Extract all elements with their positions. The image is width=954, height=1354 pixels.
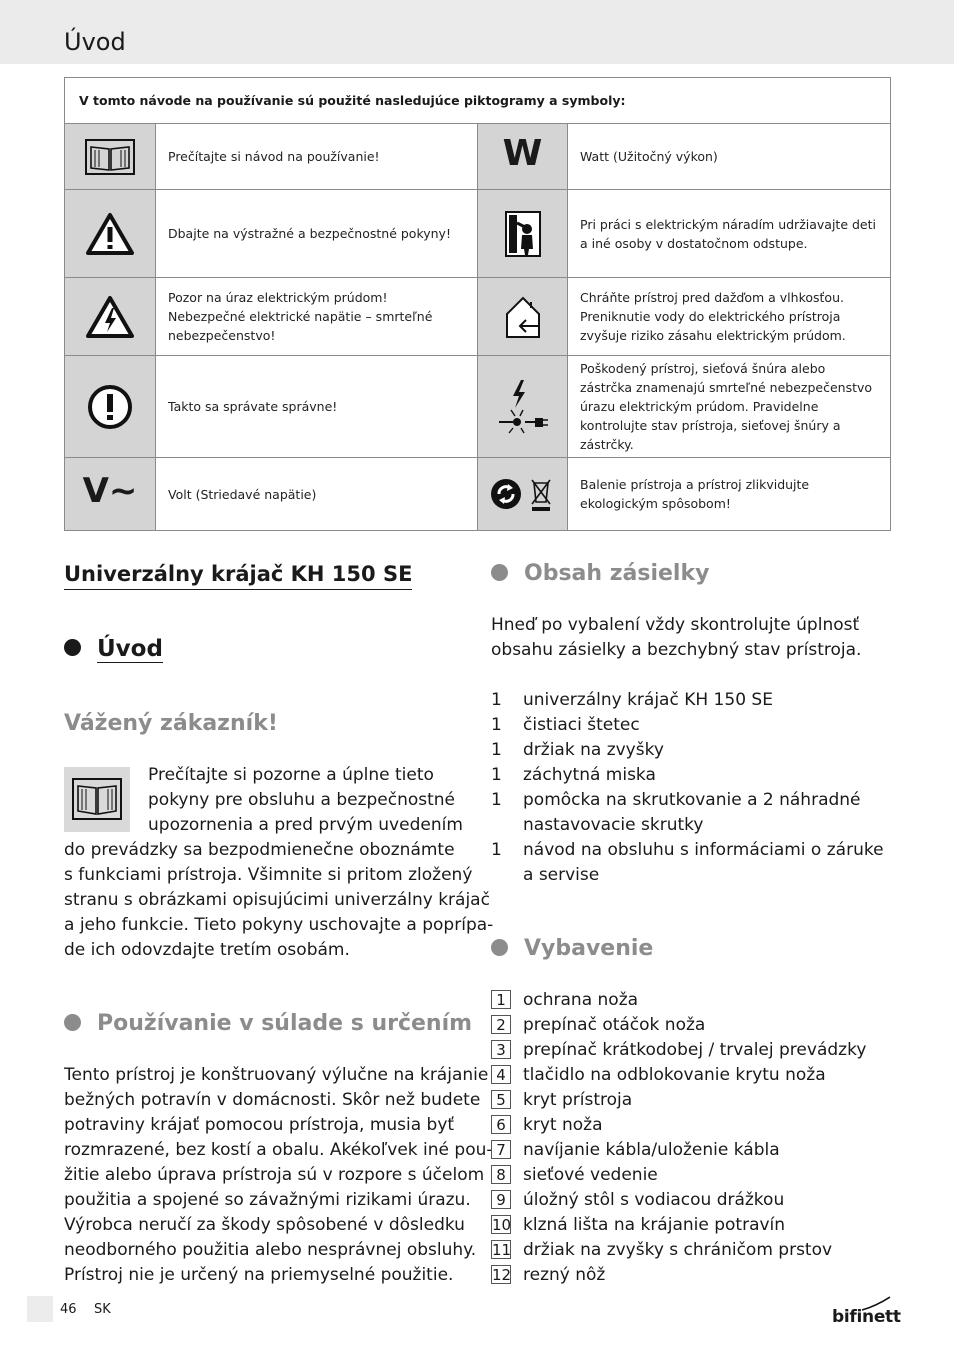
header-band	[0, 0, 954, 64]
pictogram-table	[64, 77, 891, 531]
text-line: bežných potravín v domácnosti. Skôr než budete	[64, 1090, 481, 1110]
list-item	[491, 788, 884, 838]
bullet-grey	[491, 939, 508, 956]
intro-heading	[64, 634, 163, 664]
item-number: 11	[492, 1241, 512, 1259]
customer-heading: Vážený zákazník!	[64, 711, 278, 736]
book-icon	[65, 124, 156, 190]
item-label: prepínač otáčok noža	[523, 1015, 706, 1035]
list-item	[491, 763, 884, 788]
text-line: s funkciami prístroja. Všimnite si pritom zložený	[64, 865, 473, 885]
text-line: Prístroj nie je určený na priemyselné použitie.	[64, 1265, 454, 1285]
item-number: 8	[491, 1165, 511, 1184]
pictogram-text: Volt (Striedavé napätie)	[156, 458, 478, 531]
intended-use-heading	[64, 1009, 472, 1039]
page-number: 46	[60, 1302, 77, 1317]
watt-icon	[478, 124, 568, 190]
text-line: obsahu zásielky a bezchybný stav prístroja.	[491, 640, 862, 660]
text-line: Výrobca neručí za škody spôsobené v dôsledku	[64, 1215, 465, 1235]
item-number: 7	[491, 1140, 511, 1159]
delivery-list	[491, 688, 884, 888]
pictogram-text: Chráňte prístroj pred dažďom a vlhkosťou. Preniknutie vody do elektrického prístroja zvyšuje riziko zásahu elektrickým prúdom.	[568, 278, 891, 356]
item-label: držiak na zvyšky s chráničom prstov	[523, 1240, 833, 1260]
item-qty: 1	[491, 765, 502, 785]
list-item	[491, 1063, 866, 1088]
text-line: Prečítajte si pozorne a úplne tieto	[148, 765, 434, 785]
item-number: 4	[491, 1065, 511, 1084]
language-code: SK	[94, 1302, 111, 1317]
item-number: 5	[491, 1090, 511, 1109]
item-number: 12	[492, 1266, 512, 1284]
recycling-icon	[478, 458, 568, 531]
pictogram-text: Pri práci s elektrickým náradím udržiavajte deti a iné osoby v dostatočnom odstupe.	[568, 190, 891, 278]
item-label: prepínač krátkodobej / trvalej prevádzky	[523, 1040, 867, 1060]
text-line: upozornenia a pred prvým uvedením	[148, 815, 463, 835]
text-line: do prevádzky sa bezpodmienečne oboznámte	[64, 840, 455, 860]
equipment-heading-label: Vybavenie	[524, 936, 654, 961]
item-label: návod na obsluhu s informáciami o záruke	[523, 840, 884, 860]
item-number: 3	[491, 1040, 511, 1059]
item-label: pomôcka na skrutkovanie a 2 náhradné	[523, 790, 861, 810]
intended-use-heading-label: Používanie v súlade s určením	[97, 1011, 473, 1036]
pictogram-text: Poškodený prístroj, sieťová šnúra alebo zástrčka znamenajú smrteľné nebezpečenstvo úrazu elektrickým prúdom. Pravidelne kontrolujte stav prístroja, sieťovej šnúry a zástrčky.	[568, 356, 891, 458]
brand-logo: bifinett	[832, 1307, 901, 1327]
pictogram-text: Watt (Užitočný výkon)	[568, 124, 891, 190]
text-line: a jeho funkcie. Tieto pokyny uschovajte a poprípa-	[64, 915, 494, 935]
item-number: 2	[491, 1015, 511, 1034]
item-label-cont: a servise	[523, 865, 600, 885]
child-safety-icon	[478, 190, 568, 278]
page-title: Úvod	[64, 28, 126, 56]
text-line: neodborného použitia alebo nesprávnej obsluhy.	[64, 1240, 477, 1260]
item-qty: 1	[491, 690, 502, 710]
list-item	[491, 738, 884, 763]
text-line: Hneď po vybalení vždy skontrolujte úplnosť	[491, 615, 860, 635]
list-item	[491, 1188, 866, 1213]
item-qty: 1	[491, 740, 502, 760]
product-title: Univerzálny krájač KH 150 SE	[64, 560, 412, 590]
item-number: 6	[491, 1115, 511, 1134]
text-line: de ich odovzdajte tretím osobám.	[64, 940, 350, 960]
item-qty: 1	[491, 840, 502, 860]
item-label: kryt noža	[523, 1115, 603, 1135]
list-item	[491, 1213, 866, 1238]
brand-swoosh-icon	[860, 1296, 892, 1312]
delivery-heading	[491, 559, 709, 589]
item-label: tlačidlo na odblokovanie krytu noža	[523, 1065, 826, 1085]
list-item	[491, 1013, 866, 1038]
electric-shock-icon	[65, 278, 156, 356]
bullet-grey	[64, 1014, 81, 1031]
pictogram-text: Prečítajte si návod na používanie!	[156, 124, 478, 190]
pictogram-caption: V tomto návode na používanie sú použité nasledujúce piktogramy a symboly:	[65, 78, 891, 124]
footer-box	[27, 1296, 53, 1322]
pictogram-text: Pozor na úraz elektrickým prúdom! Nebezpečné elektrické napätie – smrteľné nebezpečenstvo!	[156, 278, 478, 356]
warning-triangle-icon	[65, 190, 156, 278]
exclamation-icon	[65, 356, 156, 458]
list-item	[491, 1263, 866, 1288]
item-label-cont: nastavovacie skrutky	[523, 815, 704, 835]
list-item	[491, 1113, 866, 1138]
watt-symbol: W	[502, 132, 543, 174]
list-item	[491, 1138, 866, 1163]
item-label: čistiaci štetec	[523, 715, 640, 735]
item-number: 9	[491, 1190, 511, 1209]
list-item	[491, 1163, 866, 1188]
item-label: navíjanie kábla/uloženie kábla	[523, 1140, 780, 1160]
bullet-grey	[491, 564, 508, 581]
item-label: sieťové vedenie	[523, 1165, 658, 1185]
list-item	[491, 1088, 866, 1113]
pictogram-text: Dbajte na výstražné a bezpečnostné pokyny!	[156, 190, 478, 278]
indoor-use-icon	[478, 278, 568, 356]
item-label: klzná lišta na krájanie potravín	[523, 1215, 786, 1235]
text-line: potraviny krájať pomocou prístroja, musia byť	[64, 1115, 455, 1135]
list-item	[491, 713, 884, 738]
text-line: rozmrazené, bez kostí a obalu. Akékoľvek iné pou-	[64, 1140, 493, 1160]
item-label: univerzálny krájač KH 150 SE	[523, 690, 773, 710]
pictogram-text: Takto sa správate správne!	[156, 356, 478, 458]
list-item	[491, 988, 866, 1013]
pictogram-text: Balenie prístroja a prístroj zlikvidujte ekologickým spôsobom!	[568, 458, 891, 531]
book-icon	[64, 767, 130, 832]
damaged-cable-icon	[478, 356, 568, 458]
item-label: kryt prístroja	[523, 1090, 633, 1110]
item-label: držiak na zvyšky	[523, 740, 664, 760]
equipment-list	[491, 988, 866, 1288]
item-label: ochrana noža	[523, 990, 639, 1010]
delivery-heading-label: Obsah zásielky	[524, 561, 710, 586]
list-item	[491, 688, 884, 713]
bullet-dark	[64, 639, 81, 656]
list-item	[491, 1238, 866, 1263]
item-qty: 1	[491, 715, 502, 735]
text-line: žitie alebo úprava prístroja sú v rozpore s účelom	[64, 1165, 485, 1185]
text-line: použitia a spojené so závažnými rizikami úrazu.	[64, 1190, 471, 1210]
item-label: úložný stôl s vodiacou drážkou	[523, 1190, 785, 1210]
equipment-heading	[491, 934, 653, 964]
item-number: 1	[491, 990, 511, 1009]
item-label: záchytná miska	[523, 765, 656, 785]
volt-symbol: V~	[82, 470, 138, 511]
intro-heading-label: Úvod	[97, 636, 163, 662]
list-item	[491, 1038, 866, 1063]
list-item	[491, 838, 884, 888]
volt-ac-icon	[65, 458, 156, 531]
text-line: pokyny pre obsluhu a bezpečnostné	[148, 790, 456, 810]
item-qty: 1	[491, 790, 502, 810]
text-line: stranu s obrázkami opisujúcimi univerzálny krájač	[64, 890, 490, 910]
text-line: Tento prístroj je konštruovaný výlučne na krájanie	[64, 1065, 489, 1085]
item-label: rezný nôž	[523, 1265, 606, 1285]
item-number: 10	[492, 1216, 512, 1234]
